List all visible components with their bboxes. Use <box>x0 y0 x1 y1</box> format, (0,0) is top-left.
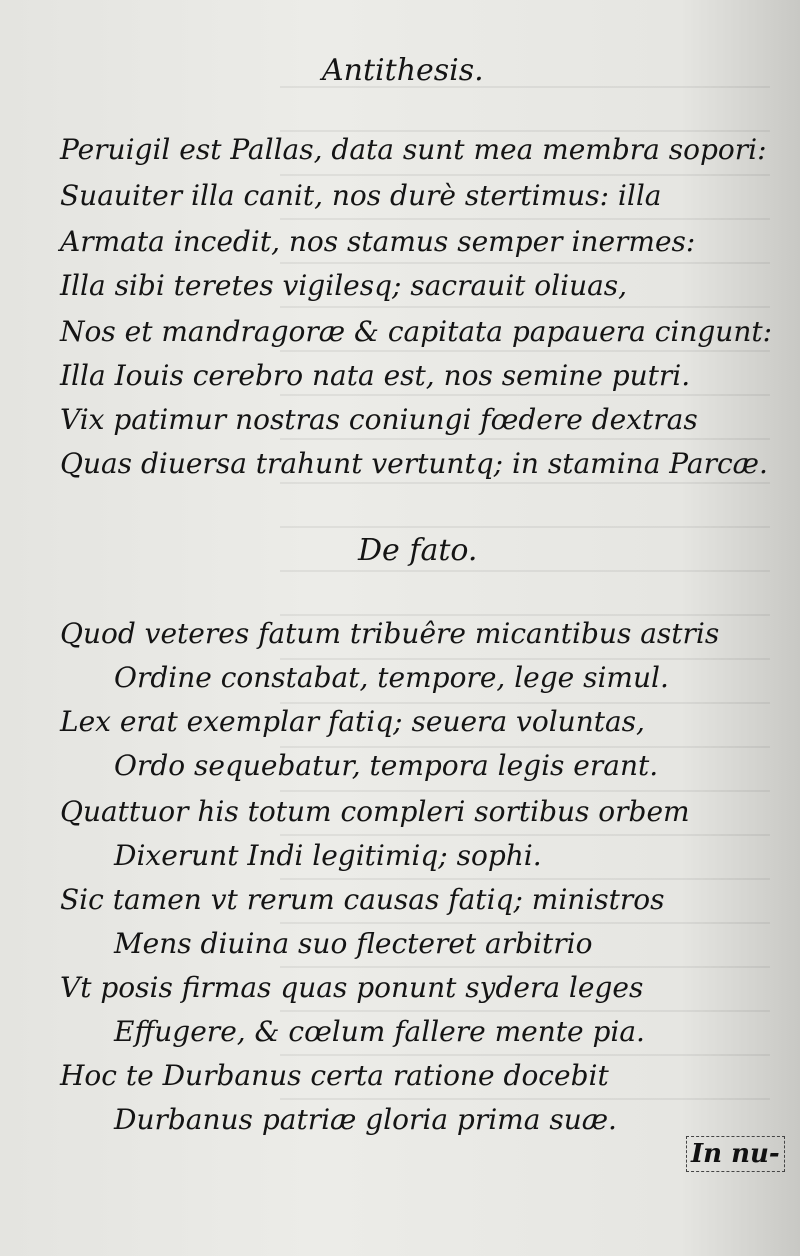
verse-line: Illa Iouis cerebro nata est, nos semine putri. <box>60 359 691 392</box>
verse-line-indented: Durbanus patriæ gloria prima suæ. <box>114 1103 617 1136</box>
verse-line: Quod veteres fatum tribuêre micantibus astris <box>60 617 720 650</box>
verse-line: Quattuor his totum compleri sortibus orbem <box>60 795 690 828</box>
verse-line: Vix patimur nostras coniungi fœdere dextras <box>60 403 698 436</box>
verse-line: Quas diuersa trahunt vertuntq; in stamina Parcæ. <box>60 447 768 480</box>
verse-line: Hoc te Durbanus certa ratione docebit <box>60 1059 609 1092</box>
catchword: In nu- <box>686 1136 785 1172</box>
verse-line: Peruigil est Pallas, data sunt mea membra sopori: <box>60 133 767 166</box>
section-heading: De fato. <box>358 533 478 568</box>
verse-line: Suauiter illa canit, nos durè stertimus: illa <box>60 179 662 212</box>
verse-line-indented: Ordo sequebatur, tempora legis erant. <box>114 749 659 782</box>
verse-line: Vt posis firmas quas ponunt sydera leges <box>60 971 644 1004</box>
verse-line-indented: Mens diuina suo flecteret arbitrio <box>114 927 593 960</box>
verse-line: Nos et mandragoræ & capitata papauera cingunt: <box>60 315 773 348</box>
verse-line-indented: Ordine constabat, tempore, lege simul. <box>114 661 669 694</box>
verse-line: Illa sibi teretes vigilesq; sacrauit oliuas, <box>60 269 628 302</box>
verse-line: Lex erat exemplar fatiq; seuera voluntas, <box>60 705 645 738</box>
poem-title: Antithesis. <box>322 53 484 88</box>
verse-line-indented: Effugere, & cœlum fallere mente pia. <box>114 1015 645 1048</box>
verse-line: Sic tamen vt rerum causas fatiq; ministros <box>60 883 665 916</box>
verse-line-indented: Dixerunt Indi legitimiq; sophi. <box>114 839 542 872</box>
verse-line: Armata incedit, nos stamus semper inermes: <box>60 225 696 258</box>
